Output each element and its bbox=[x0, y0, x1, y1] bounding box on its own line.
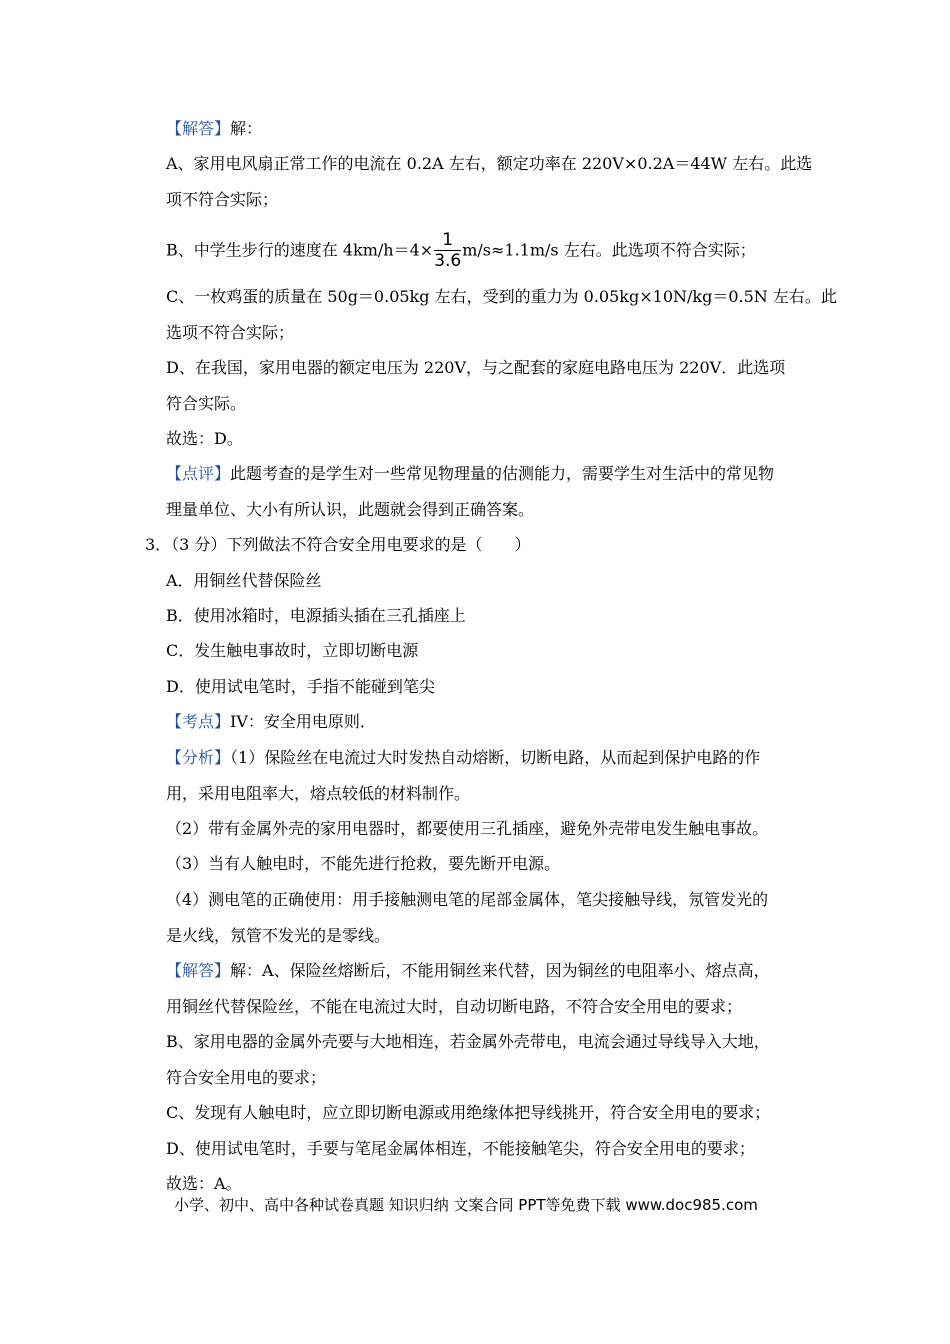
q3-choice: 故选：A。 bbox=[166, 1174, 242, 1193]
q3-jieda-line5: C、发现有人触电时，应立即切断电源或用绝缘体把导线挑开，符合安全用电的要求； bbox=[166, 1103, 771, 1122]
q3-fenxi-line1 bbox=[166, 747, 760, 769]
q3-option-b: B．使用冰箱时，电源插头插在三孔插座上 bbox=[166, 606, 466, 625]
answer-text: 解：A、保险丝熔断后，不能用铜丝来代替，因为铜丝的电阻率小、熔点高， bbox=[230, 961, 770, 980]
q3-fenxi-line2: 用，采用电阻率大，熔点较低的材料制作。 bbox=[166, 784, 471, 803]
fenxi-tag: 【分析】 bbox=[166, 748, 231, 767]
q3-fenxi-line4: （3）当有人触电时，不能先进行抢救，要先断开电源。 bbox=[166, 854, 561, 873]
kaodian-tag: 【考点】 bbox=[166, 712, 231, 731]
q3-option-d: D．使用试电笔时，手指不能碰到笔尖 bbox=[166, 677, 435, 696]
fraction bbox=[434, 230, 461, 271]
b-text-before: B、中学生步行的速度在 4km/h＝4× bbox=[166, 240, 434, 260]
q3-jieda-line6: D、使用试电笔时，手要与笔尾金属体相连，不能接触笔尖，符合安全用电的要求； bbox=[166, 1139, 755, 1158]
q2-answer-a-line1: A、家用电风扇正常工作的电流在 0.2A 左右，额定功率在 220V×0.2A＝44W 左右。此选 bbox=[166, 154, 813, 173]
answer-tag: 【解答】 bbox=[166, 119, 231, 138]
q2-answer-d-line2: 符合实际。 bbox=[166, 394, 247, 413]
q2-comment-line2: 理量单位、大小有所认识，此题就会得到正确答案。 bbox=[166, 500, 535, 519]
kaodian-text: IV：安全用电原则． bbox=[230, 712, 376, 731]
q3-fenxi-line5: （4）测电笔的正确使用：用手接触测电笔的尾部金属体，笔尖接触导线，氖管发光的 bbox=[166, 890, 769, 909]
q2-choice: 故选：D。 bbox=[166, 429, 243, 448]
q2-answer-d-line1: D、在我国，家用电器的额定电压为 220V，与之配套的家庭电路电压为 220V．此选项 bbox=[166, 358, 786, 377]
fenxi-text: （1）保险丝在电流过大时发热自动熔断，切断电路，从而起到保护电路的作 bbox=[230, 748, 761, 767]
q2-answer-a-line2: 项不符合实际； bbox=[166, 190, 279, 209]
q2-answer-c-line2: 选项不符合实际； bbox=[166, 323, 295, 342]
q2-comment-line1 bbox=[166, 463, 774, 485]
fraction-numerator: 1 bbox=[434, 230, 461, 251]
q2-answer-c-line1: C、一枚鸡蛋的质量在 50g＝0.05kg 左右，受到的重力为 0.05kg×10N/kg＝0.5N 左右。此 bbox=[166, 287, 837, 306]
q3-jieda-line4: 符合安全用电的要求； bbox=[166, 1068, 327, 1087]
q2-answer-b-line bbox=[166, 230, 756, 271]
answer-intro: 解： bbox=[230, 119, 263, 138]
q2-answer-heading bbox=[166, 118, 262, 140]
comment-tag: 【点评】 bbox=[166, 464, 231, 483]
comment-text: 此题考查的是学生对一些常见物理量的估测能力，需要学生对生活中的常见物 bbox=[230, 464, 775, 483]
q3-jieda-line1 bbox=[166, 960, 770, 982]
q3-option-a: A．用铜丝代替保险丝 bbox=[166, 571, 322, 590]
fraction-denominator: 3.6 bbox=[434, 251, 462, 271]
q3-fenxi-line3: （2）带有金属外壳的家用电器时，都要使用三孔插座，避免外壳带电发生触电事故。 bbox=[166, 819, 769, 838]
b-text-after: m/s≈1.1m/s 左右。此选项不符合实际； bbox=[462, 240, 756, 260]
q3-fenxi-line6: 是火线，氖管不发光的是零线。 bbox=[166, 926, 391, 945]
q3-stem: 3．（3 分）下列做法不符合安全用电要求的是（ ） bbox=[145, 535, 531, 554]
q3-kaodian bbox=[166, 711, 376, 733]
answer-tag: 【解答】 bbox=[166, 961, 231, 980]
q3-jieda-line2: 用铜丝代替保险丝，不能在电流过大时，自动切断电路，不符合安全用电的要求； bbox=[166, 997, 743, 1016]
q3-option-c: C．发生触电事故时，立即切断电源 bbox=[166, 641, 419, 660]
footer-promo-text: 小学、初中、高中各种试卷真题 知识归纳 文案合同 PPT等免费下载 www.doc985.com bbox=[174, 1196, 758, 1214]
q3-jieda-line3: B、家用电器的金属外壳要与大地相连，若金属外壳带电，电流会通过导线导入大地， bbox=[166, 1032, 770, 1051]
